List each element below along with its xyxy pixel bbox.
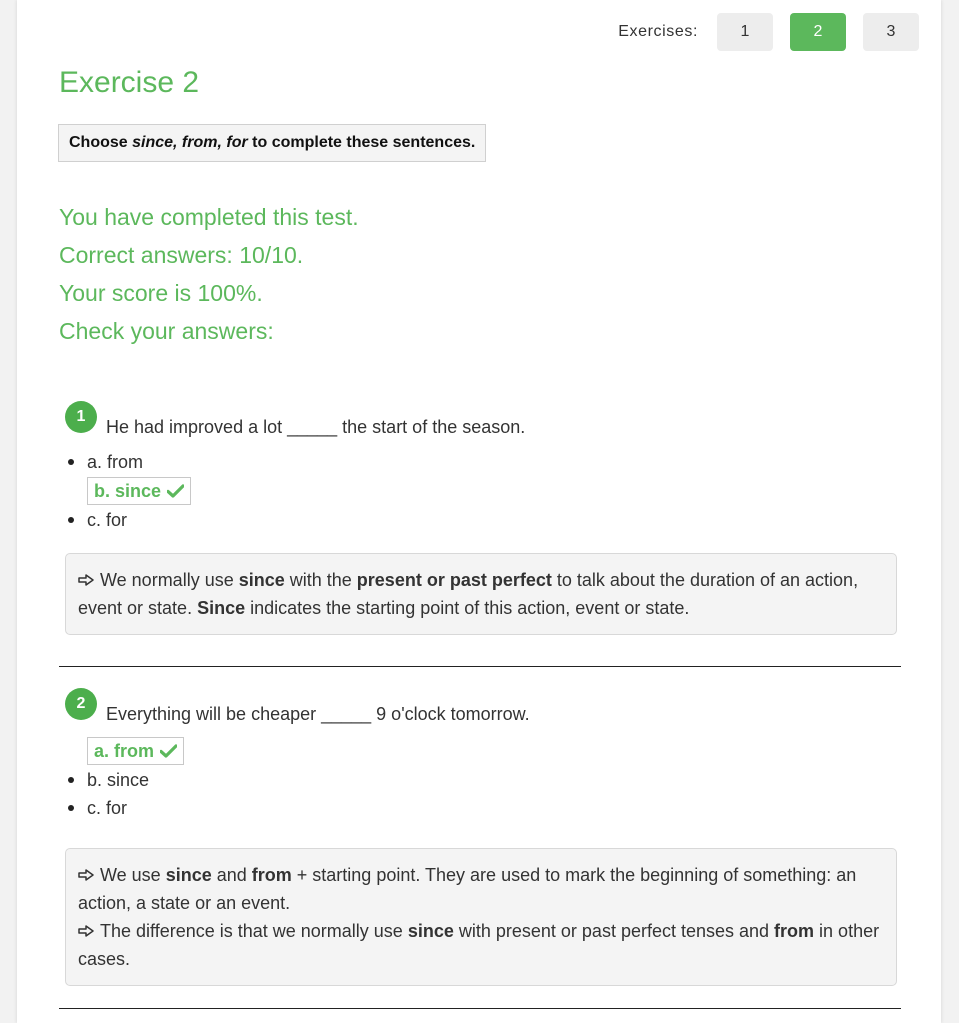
bullet-icon xyxy=(68,517,74,523)
bullet-icon xyxy=(68,805,74,811)
question-number-badge: 2 xyxy=(65,688,97,720)
explanation-box xyxy=(65,553,897,635)
question-1 xyxy=(59,404,901,635)
question-divider xyxy=(59,1008,901,1009)
explanation-box xyxy=(65,848,897,986)
correct-answer xyxy=(87,737,184,765)
question-number-badge: 1 xyxy=(65,401,97,433)
results-summary xyxy=(59,198,359,350)
option-b[interactable] xyxy=(59,476,901,506)
arrow-right-icon xyxy=(78,869,94,881)
instruction-emphasis: since, from, for xyxy=(132,134,248,151)
instruction-prefix: Choose xyxy=(69,134,133,151)
correct-answer xyxy=(87,477,191,505)
explanation-paragraph: We normally use since with the present or past perfect to talk about the duration of an action, event or state. Since indicates the starting point of this action, event or state. xyxy=(78,570,859,618)
question-text: He had improved a lot _____ the start of the season. xyxy=(106,416,526,437)
check-answers-heading: Check your answers: xyxy=(59,318,274,344)
question-header xyxy=(59,691,901,727)
option-label: b. since xyxy=(94,481,162,501)
option-label: a. from xyxy=(94,741,155,761)
question-divider xyxy=(59,666,901,667)
instruction-box xyxy=(58,124,486,162)
completed-message: You have completed this test. xyxy=(59,204,359,230)
option-label: a. from xyxy=(87,452,144,472)
exercise-page xyxy=(17,0,941,1023)
checkmark-icon xyxy=(167,484,184,498)
exercise-3-button[interactable]: 3 xyxy=(863,13,919,51)
checkmark-icon xyxy=(160,744,177,758)
exercise-2-button[interactable]: 2 xyxy=(790,13,846,51)
score-text: Your score is 100%. xyxy=(59,280,263,306)
arrow-right-icon xyxy=(78,574,94,586)
answer-options xyxy=(59,448,901,534)
exercise-1-button[interactable]: 1 xyxy=(717,13,773,51)
option-label: c. for xyxy=(87,798,128,818)
question-text: Everything will be cheaper _____ 9 o'clock tomorrow. xyxy=(106,703,530,724)
option-a[interactable] xyxy=(59,736,901,766)
page-title: Exercise 2 xyxy=(59,66,200,99)
bullet-icon xyxy=(68,777,74,783)
arrow-right-icon xyxy=(78,925,94,937)
explanation-paragraph: The difference is that we normally use since with present or past perfect tenses and from in other cases. xyxy=(78,921,880,969)
answer-options xyxy=(59,736,901,822)
question-header xyxy=(59,404,901,440)
instruction-suffix: to complete these sentences. xyxy=(247,134,476,151)
option-a[interactable] xyxy=(59,448,901,476)
option-b[interactable] xyxy=(59,766,901,794)
option-c[interactable] xyxy=(59,794,901,822)
option-label: b. since xyxy=(87,770,150,790)
explanation-paragraph: We use since and from + starting point. They are used to mark the beginning of something: an action, a state or an event. xyxy=(78,865,857,913)
exercise-navigation xyxy=(618,13,919,51)
exercises-label: Exercises: xyxy=(618,23,698,40)
option-c[interactable] xyxy=(59,506,901,534)
bullet-icon xyxy=(68,459,74,465)
option-label: c. for xyxy=(87,510,128,530)
correct-answers-count: Correct answers: 10/10. xyxy=(59,242,304,268)
question-2 xyxy=(59,691,901,986)
